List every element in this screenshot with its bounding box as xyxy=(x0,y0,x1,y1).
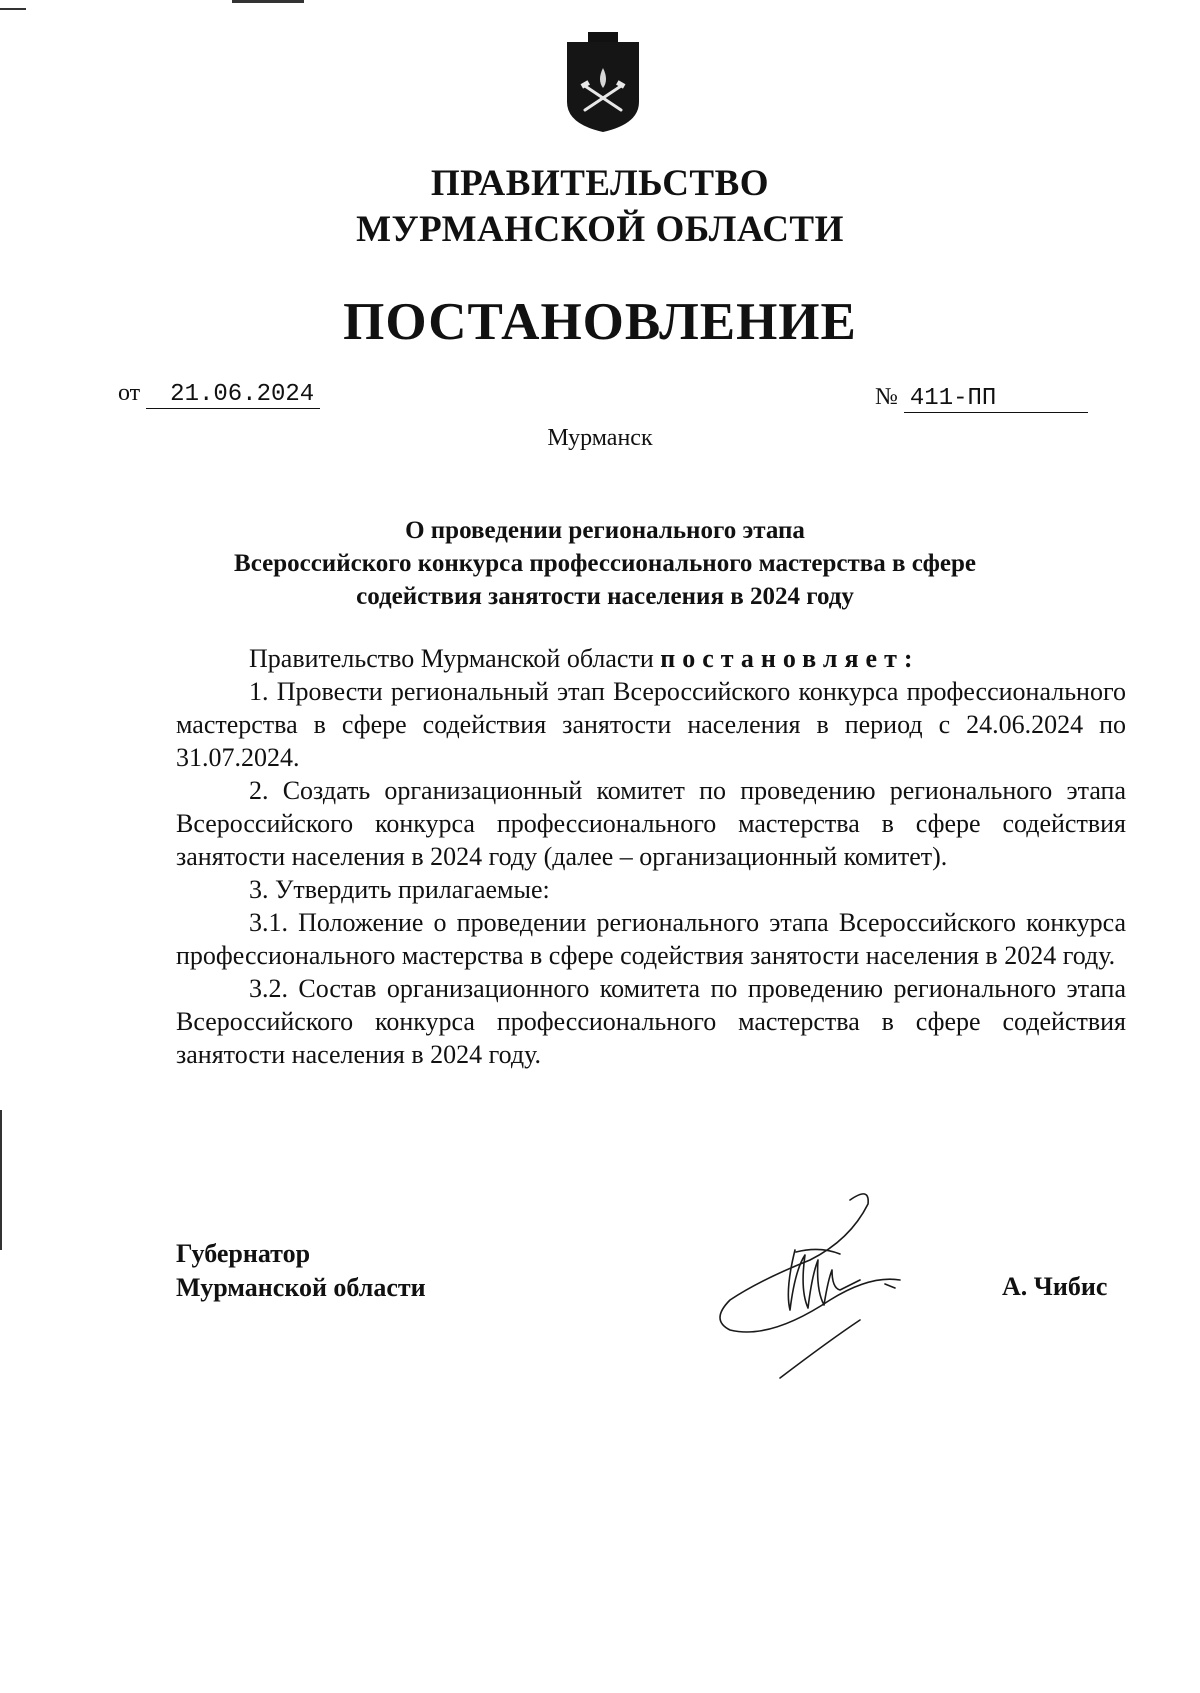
title-line: О проведении регионального этапа xyxy=(405,517,805,544)
coat-of-arms-icon xyxy=(563,32,643,134)
scan-artifact xyxy=(0,8,26,10)
preamble-text: Правительство Мурманской области xyxy=(249,644,654,673)
number-label: № xyxy=(875,384,898,410)
document-number-row xyxy=(875,384,1088,413)
clause-3: 3. Утвердить прилагаемые: xyxy=(249,875,550,904)
document-body xyxy=(176,642,1126,1071)
scan-artifact xyxy=(232,0,304,3)
preamble-verb: постановляет: xyxy=(660,644,920,673)
position-line: Губернатор xyxy=(176,1239,311,1268)
clause-3-2: 3.2. Состав организационного комитета по проведению регионального этапа Всероссийского конкурса профессионального мастерства в сфере содействия занятости населения в 2024 году. xyxy=(176,974,1126,1069)
organization-name-line1: ПРАВИТЕЛЬСТВО xyxy=(430,163,770,204)
scan-artifact xyxy=(0,1110,2,1250)
clause-2: 2. Создать организационный комитет по проведению регионального этапа Всероссийского конкурса профессионального мастерства в сфере содействия занятости населения в 2024 году (далее – организационный комитет). xyxy=(176,776,1126,871)
document-title xyxy=(180,514,1030,613)
document-number: 411-ПП xyxy=(904,385,1088,413)
clause-1: 1. Провести региональный этап Всероссийского конкурса профессионального мастерства в сфере содействия занятости населения в период с 24.06.2024 по 31.07.2024. xyxy=(176,677,1126,772)
signatory-name: А. Чибис xyxy=(1002,1272,1108,1301)
title-line: Всероссийского конкурса профессионального мастерства в сфере xyxy=(234,550,976,577)
organization-name-line2: МУРМАНСКОЙ ОБЛАСТИ xyxy=(356,209,844,250)
date-label: от xyxy=(118,380,141,406)
preamble xyxy=(176,642,1126,675)
document-type: ПОСТАНОВЛЕНИЕ xyxy=(343,293,857,351)
document-date-row xyxy=(118,380,320,409)
handwritten-signature xyxy=(700,1180,940,1380)
title-line: содействия занятости населения в 2024 году xyxy=(356,583,854,610)
document-date: 21.06.2024 xyxy=(146,381,320,409)
clause-3-1: 3.1. Положение о проведении регионального этапа Всероссийского конкурса профессионального мастерства в сфере содействия занятости населения в 2024 году. xyxy=(176,908,1126,970)
position-line: Мурманской области xyxy=(176,1273,426,1302)
signatory-position xyxy=(176,1237,426,1305)
city-name: Мурманск xyxy=(547,425,653,451)
